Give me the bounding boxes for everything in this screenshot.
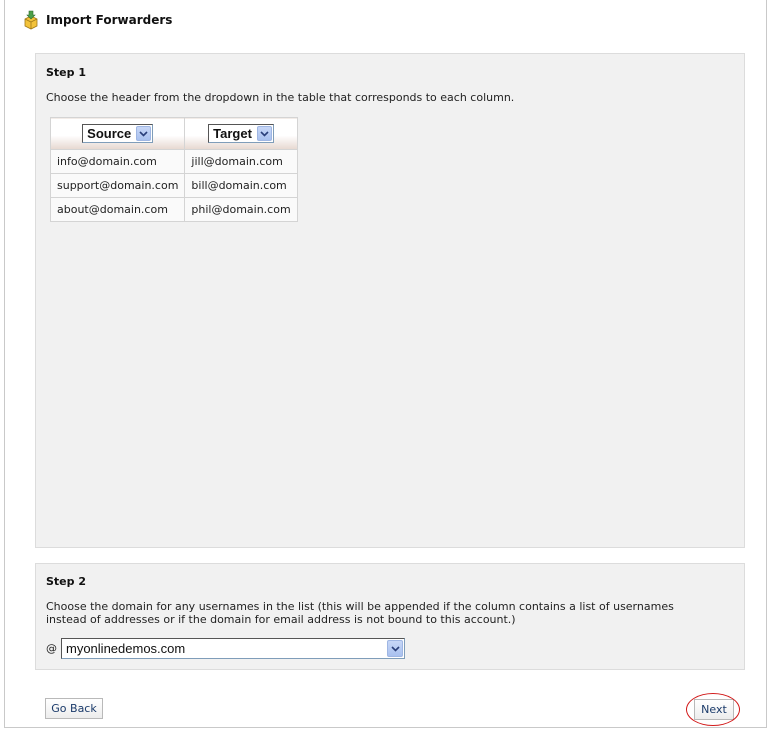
source-cell: support@domain.com	[51, 174, 185, 198]
target-cell: phil@domain.com	[185, 198, 297, 222]
column-header-1	[51, 118, 185, 150]
chevron-down-icon	[257, 126, 272, 141]
page-header	[22, 9, 172, 31]
column-mapping-table	[50, 117, 298, 222]
table-row	[51, 198, 298, 222]
column-header-2	[185, 118, 297, 150]
next-button[interactable]: Next	[694, 699, 734, 720]
target-cell: bill@domain.com	[185, 174, 297, 198]
target-cell: jill@domain.com	[185, 150, 297, 174]
table-row	[51, 150, 298, 174]
step2-panel	[35, 563, 745, 670]
step2-description-line2: instead of addresses or if the domain for email address is not bound to this account.)	[46, 613, 516, 626]
source-cell: info@domain.com	[51, 150, 185, 174]
domain-selected: myonlinedemos.com	[66, 641, 186, 656]
chevron-down-icon	[136, 126, 151, 141]
at-symbol: @	[46, 642, 57, 655]
table-row	[51, 174, 298, 198]
column-2-header-select[interactable]	[208, 124, 274, 143]
column-1-header-select[interactable]	[82, 124, 153, 143]
domain-row	[46, 638, 405, 659]
step2-title: Step 2	[46, 575, 86, 588]
column-2-selected: Target	[213, 126, 252, 141]
step1-panel	[35, 53, 745, 548]
column-1-selected: Source	[87, 126, 132, 141]
domain-select[interactable]	[61, 638, 405, 659]
step1-description: Choose the header from the dropdown in the table that corresponds to each column.	[46, 91, 515, 104]
page-title: Import Forwarders	[46, 13, 173, 27]
step2-description-line1: Choose the domain for any usernames in the list (this will be appended if the column contains a list of usernames	[46, 600, 674, 613]
go-back-button[interactable]: Go Back	[45, 698, 103, 719]
step1-title: Step 1	[46, 66, 86, 79]
chevron-down-icon	[387, 640, 403, 657]
import-box-icon	[22, 10, 40, 30]
source-cell: about@domain.com	[51, 198, 185, 222]
